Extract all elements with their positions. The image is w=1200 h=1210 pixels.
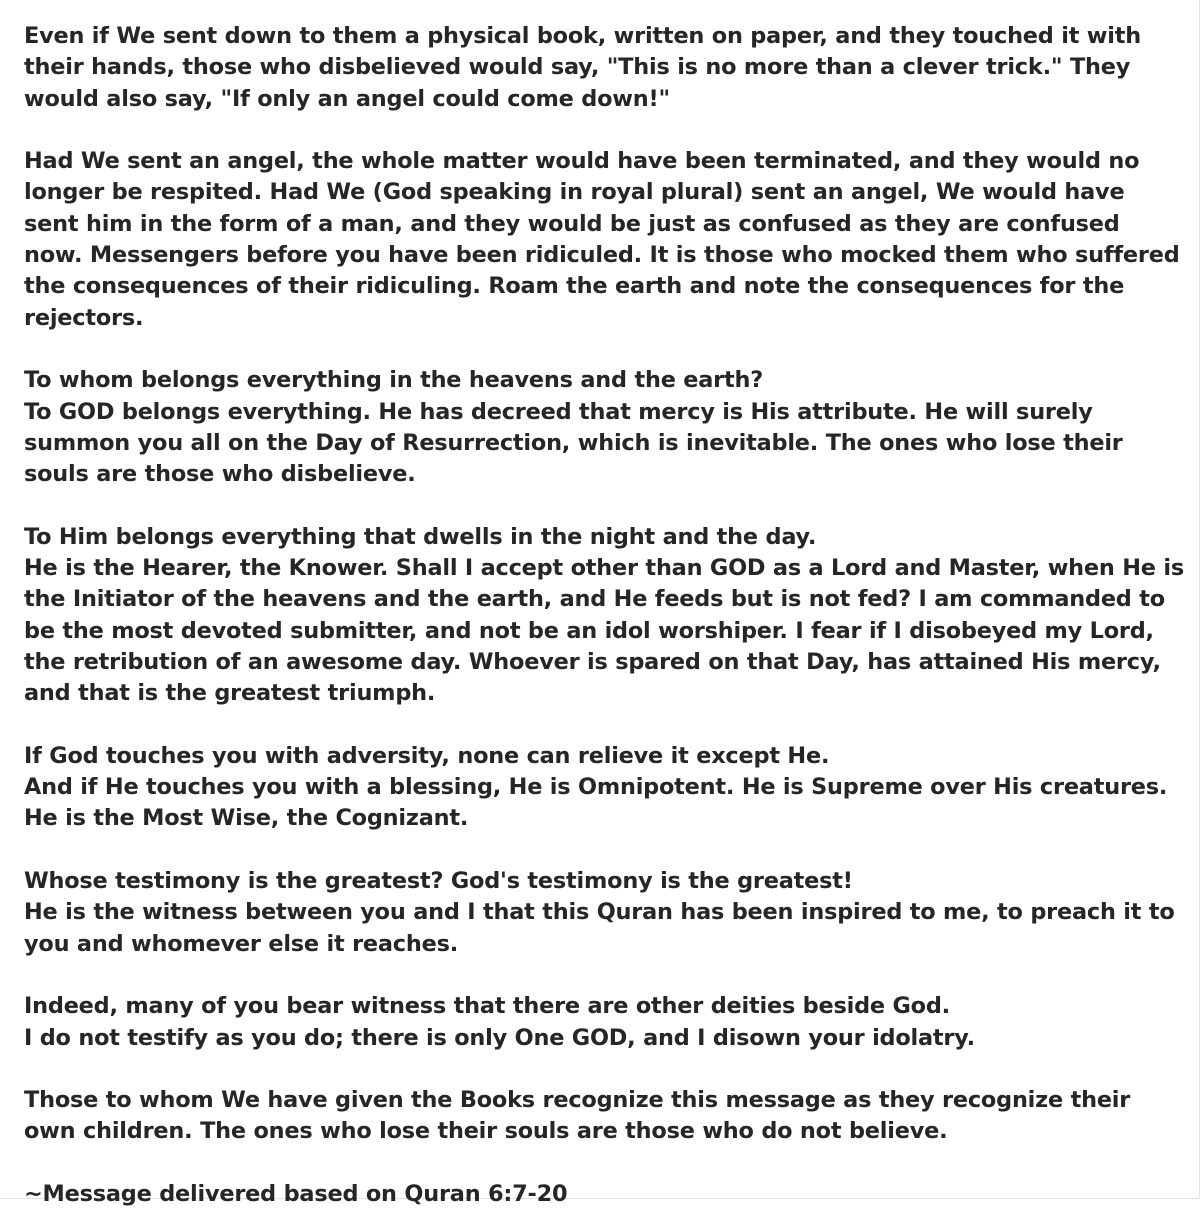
paragraph-physical-book [24, 21, 1184, 115]
paragraph-books [24, 1085, 1184, 1148]
signature-text: ~Message delivered based on Quran 6:7-20 [24, 1180, 568, 1207]
paragraph-testimony [24, 866, 1184, 960]
text-line: Whose testimony is the greatest? God's testimony is the greatest! [24, 868, 853, 895]
text-line: To GOD belongs everything. He has decreed that mercy is His attribute. He will surely summon you all on the Day of Resurrection, which is inevitable. The ones who lose their souls are those who disbelieve. [24, 398, 1123, 488]
paragraph-angel [24, 146, 1184, 334]
text-line: I do not testify as you do; there is only One GOD, and I disown your idolatry. [24, 1024, 975, 1051]
text-line: Even if We sent down to them a physical book, written on paper, and they touched it with their hands, those who disbelieved would say, "This is no more than a clever trick." They would also say, "If only an angel could come down!" [24, 23, 1141, 112]
text-line: Had We sent an angel, the whole matter would have been terminated, and they would no longer be respited. Had We (God speaking in royal plural) sent an angel, We would have sent him in the form of a man, and they would be just as confused as they are confused now. Messengers before you have been ridiculed. It is those who mocked them who suffered the consequences of their ridiculing. Roam the earth and note the consequences for the rejectors. [24, 148, 1180, 331]
paragraph-heavens-earth [24, 365, 1184, 490]
text-line: He is the witness between you and I that this Quran has been inspired to me, to preach it to you and whomever else it reaches. [24, 899, 1175, 957]
text-line: To whom belongs everything in the heavens and the earth? [24, 367, 764, 394]
text-line: Those to whom We have given the Books recognize this message as they recognize their own children. The ones who lose their souls are those who do not believe. [24, 1087, 1131, 1145]
text-line: And if He touches you with a blessing, He is Omnipotent. He is Supreme over His creatures. [24, 774, 1168, 801]
text-line: If God touches you with adversity, none can relieve it except He. [24, 742, 830, 769]
text-line: Indeed, many of you bear witness that there are other deities beside God. [24, 993, 950, 1020]
paragraph-night-day [24, 522, 1184, 710]
paragraph-adversity [24, 741, 1184, 835]
message-body [24, 21, 1184, 1210]
text-line: To Him belongs everything that dwells in the night and the day. [24, 523, 817, 550]
text-line: He is the Hearer, the Knower. Shall I accept other than GOD as a Lord and Master, when He is the Initiator of the heavens and the earth, and He feeds but is not fed? I am commanded to be the most devoted submitter, and not be an idol worshiper. I fear if I disobeyed my Lord, the retribution of an awesome day. Whoever is spared on that Day, has attained His mercy, and that is the greatest triumph. [24, 555, 1184, 707]
text-line: He is the Most Wise, the Cognizant. [24, 805, 469, 832]
paragraph-other-deities [24, 991, 1184, 1054]
signature [24, 1179, 1184, 1210]
